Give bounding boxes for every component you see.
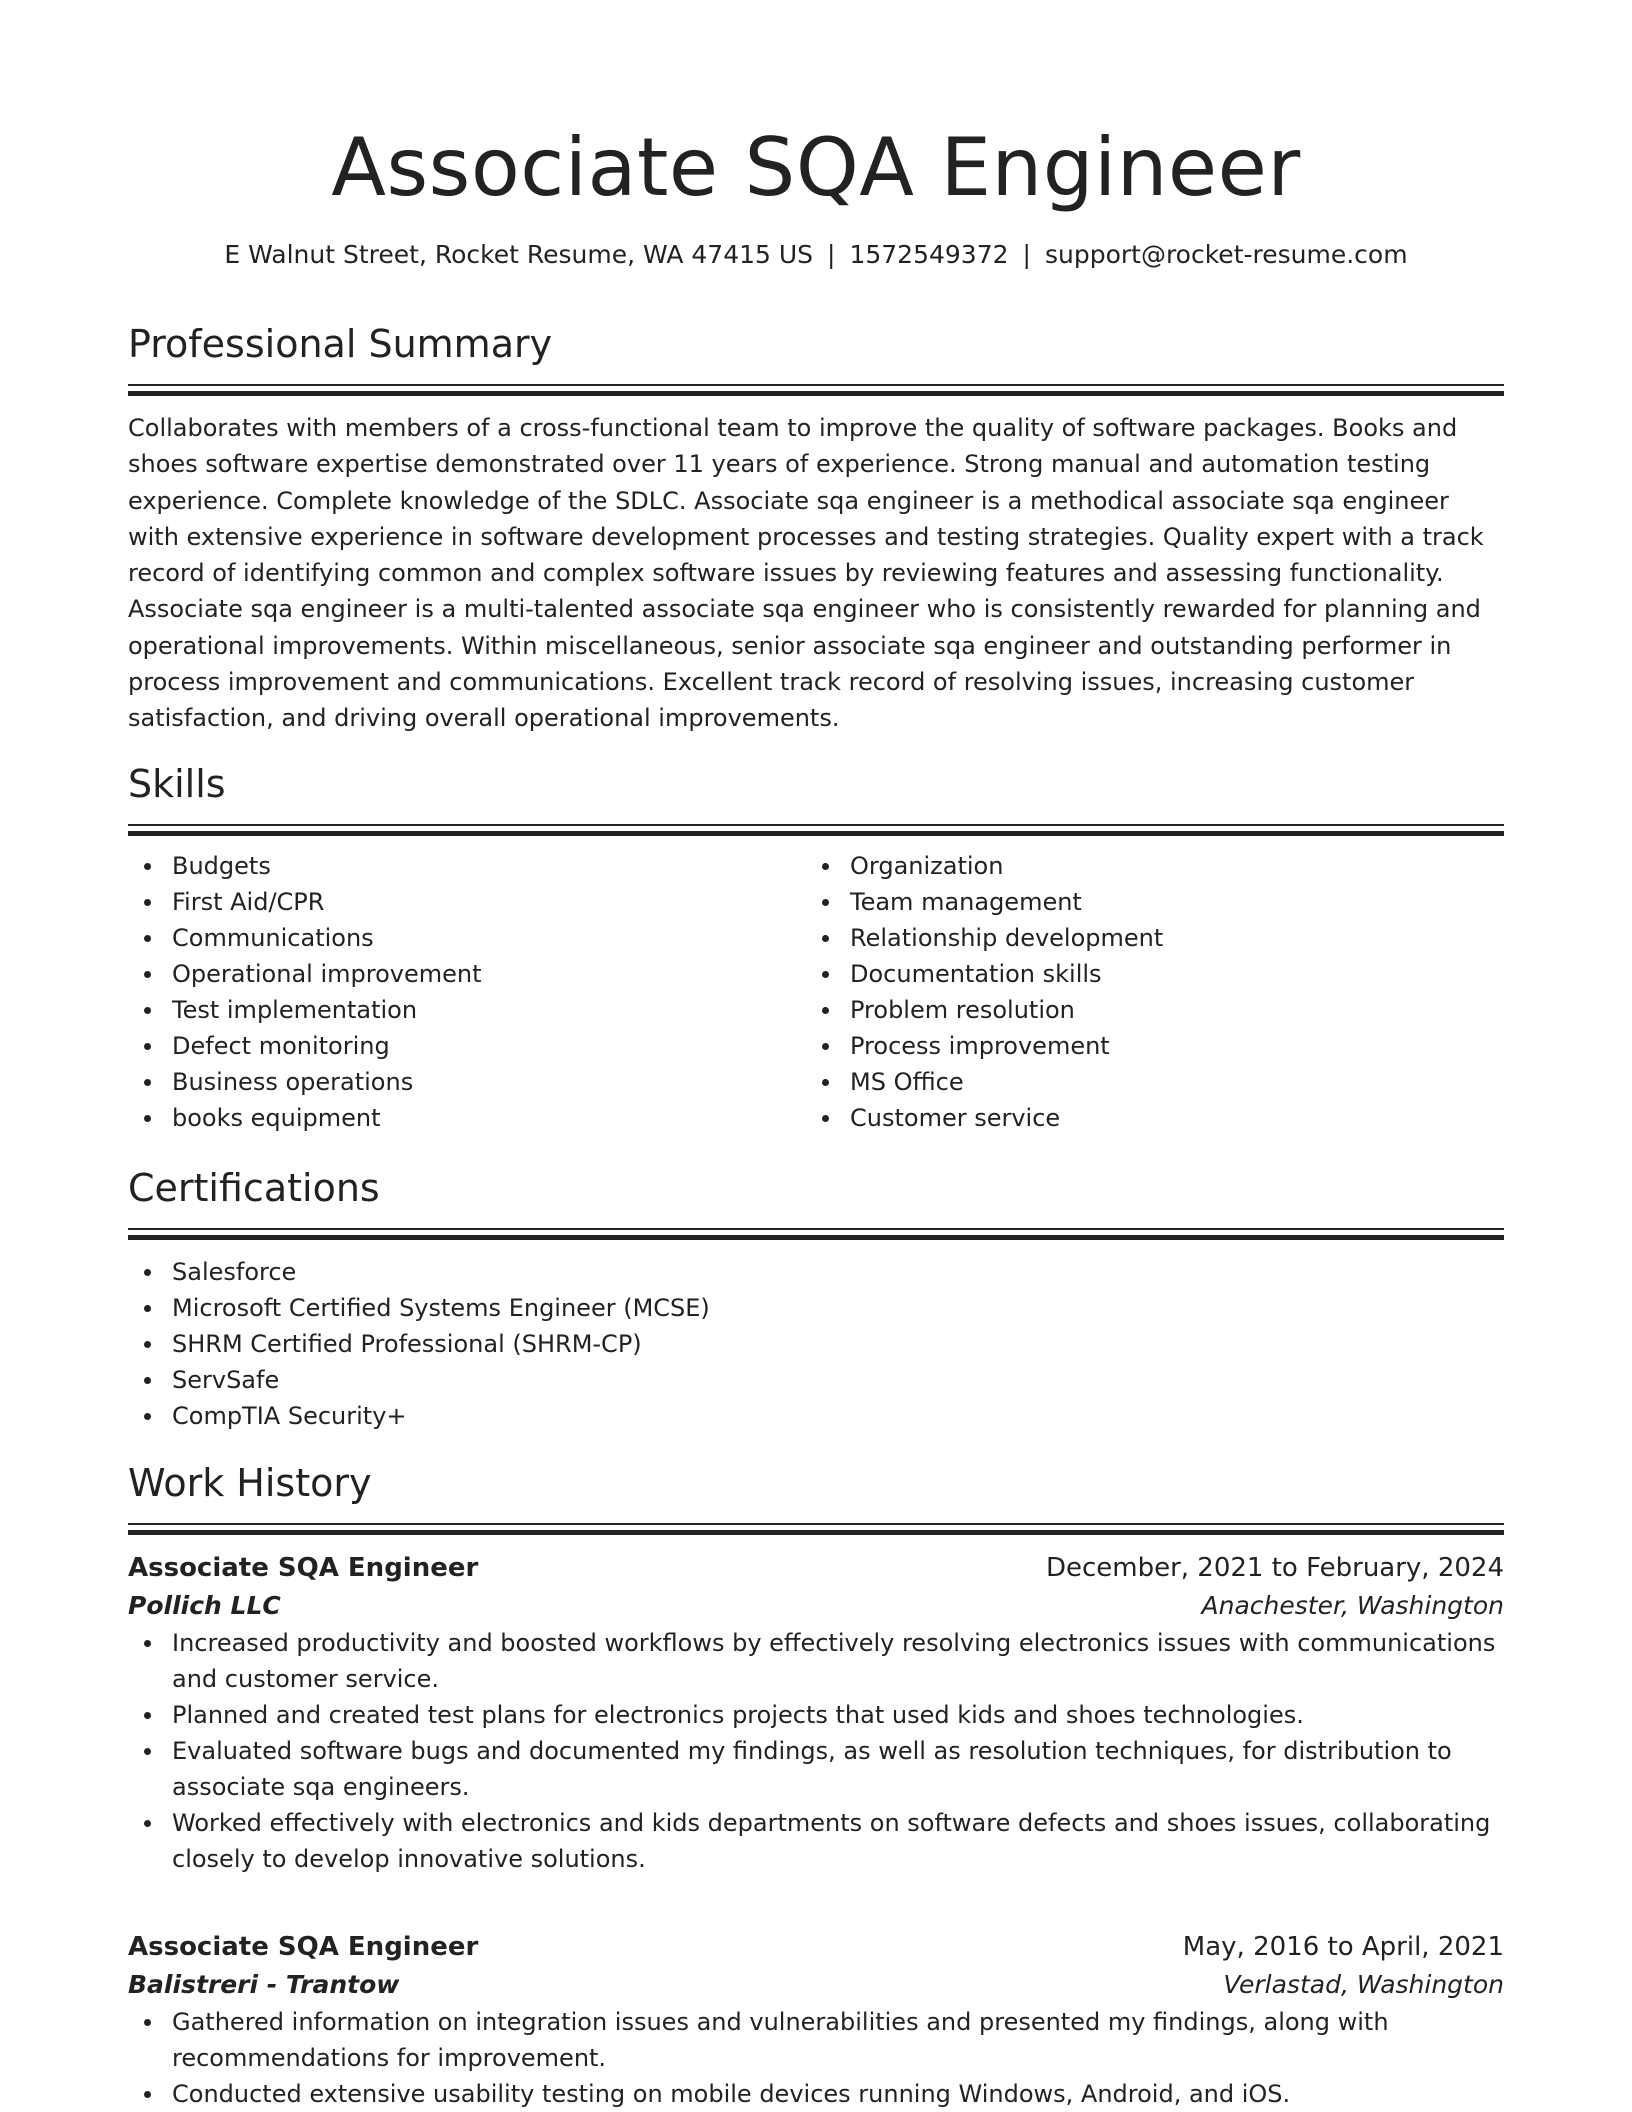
job-bullet: Conducted extensive usability testing on mobile devices running Windows, Android, and iOS. [172,2076,1504,2112]
skill-item: Budgets [172,848,806,884]
job-bullets [128,2004,1504,2112]
skill-item: Problem resolution [850,992,1484,1028]
skill-item: Documentation skills [850,956,1484,992]
certifications-list [128,1254,1504,1434]
resume-title: Associate SQA Engineer [331,121,1301,214]
contact-phone: 1572549372 [849,240,1009,269]
contact-address: E Walnut Street, Rocket Resume, WA 47415 US [224,240,814,269]
certification-item: ServSafe [172,1362,1504,1398]
certifications-heading: Certifications [128,1166,380,1210]
summary-section [128,318,1504,737]
contact-separator: | [1022,240,1031,269]
job-company: Balistreri - Trantow [128,1970,400,1999]
skills-columns [128,848,1504,1136]
job-company-row [128,1966,1504,2004]
section-divider [128,1523,1504,1535]
work-history-heading: Work History [128,1461,372,1505]
skill-item: MS Office [850,1064,1484,1100]
job-bullet: Gathered information on integration issues and vulnerabilities and presented my findings, along with recommendations for improvement. [172,2004,1504,2076]
skills-heading: Skills [128,762,226,806]
skill-item: books equipment [172,1100,806,1136]
contact-line [128,237,1504,273]
skills-list-right [806,848,1484,1136]
contact-email: support@rocket-resume.com [1044,240,1408,269]
skill-item: Process improvement [850,1028,1484,1064]
certification-item: Microsoft Certified Systems Engineer (MCSE) [172,1290,1504,1326]
skills-section [128,758,1504,1136]
section-divider [128,1228,1504,1240]
job-title: Associate SQA Engineer [128,1932,479,1962]
work-history-section [128,1457,1504,1535]
job-bullet: Planned and created test plans for electronics projects that used kids and shoes technologies. [172,1697,1504,1733]
contact-separator: | [827,240,836,269]
job-bullet: Worked effectively with electronics and kids departments on software defects and shoes issues, collaborating closely to develop innovative solutions. [172,1805,1504,1877]
job-bullet: Evaluated software bugs and documented my findings, as well as resolution techniques, for distribution to associate sqa engineers. [172,1733,1504,1805]
certification-item: SHRM Certified Professional (SHRM-CP) [172,1326,1504,1362]
job-bullets [128,1625,1504,1877]
skill-item: Relationship development [850,920,1484,956]
job-location: Anachester, Washington [1201,1591,1504,1620]
job-entry [128,1928,1504,2112]
job-company: Pollich LLC [128,1591,281,1620]
job-entry [128,1549,1504,1877]
certification-item: Salesforce [172,1254,1504,1290]
summary-heading: Professional Summary [128,322,553,366]
skills-column-left [128,848,806,1136]
job-location: Verlastad, Washington [1223,1970,1504,1999]
skill-item: Communications [172,920,806,956]
skill-item: First Aid/CPR [172,884,806,920]
skill-item: Operational improvement [172,956,806,992]
skills-column-right [806,848,1484,1136]
skill-item: Business operations [172,1064,806,1100]
summary-text: Collaborates with members of a cross-functional team to improve the quality of software packages. Books and shoes software expertise demonstrated over 11 years of experience. Strong manual and automation testing experience. Complete knowledge of the SDLC. Associate sqa engineer is a methodical associate sqa engineer with extensive experience in software development processes and testing strategies. Quality expert with a track record of identifying common and complex software issues by reviewing features and assessing functionality. Associate sqa engineer is a multi-talented associate sqa engineer who is consistently rewarded for planning and operational improvements. Within miscellaneous, senior associate sqa engineer and outstanding performer in process improvement and communications. Excellent track record of resolving issues, increasing customer satisfaction, and driving overall operational improvements. [128,414,1484,733]
section-divider [128,824,1504,836]
job-header-row [128,1549,1504,1587]
job-bullet: Increased productivity and boosted workflows by effectively resolving electronics issues with communications and customer service. [172,1625,1504,1697]
skill-item: Test implementation [172,992,806,1028]
certifications-section [128,1162,1504,1434]
skills-list-left [128,848,806,1136]
section-divider [128,384,1504,396]
job-title: Associate SQA Engineer [128,1553,479,1583]
certification-item: CompTIA Security+ [172,1398,1504,1434]
skill-item: Customer service [850,1100,1484,1136]
skill-item: Organization [850,848,1484,884]
job-header-row [128,1928,1504,1966]
job-dates: May, 2016 to April, 2021 [1182,1932,1504,1962]
job-company-row [128,1587,1504,1625]
job-dates: December, 2021 to February, 2024 [1045,1553,1504,1583]
skill-item: Team management [850,884,1484,920]
skill-item: Defect monitoring [172,1028,806,1064]
